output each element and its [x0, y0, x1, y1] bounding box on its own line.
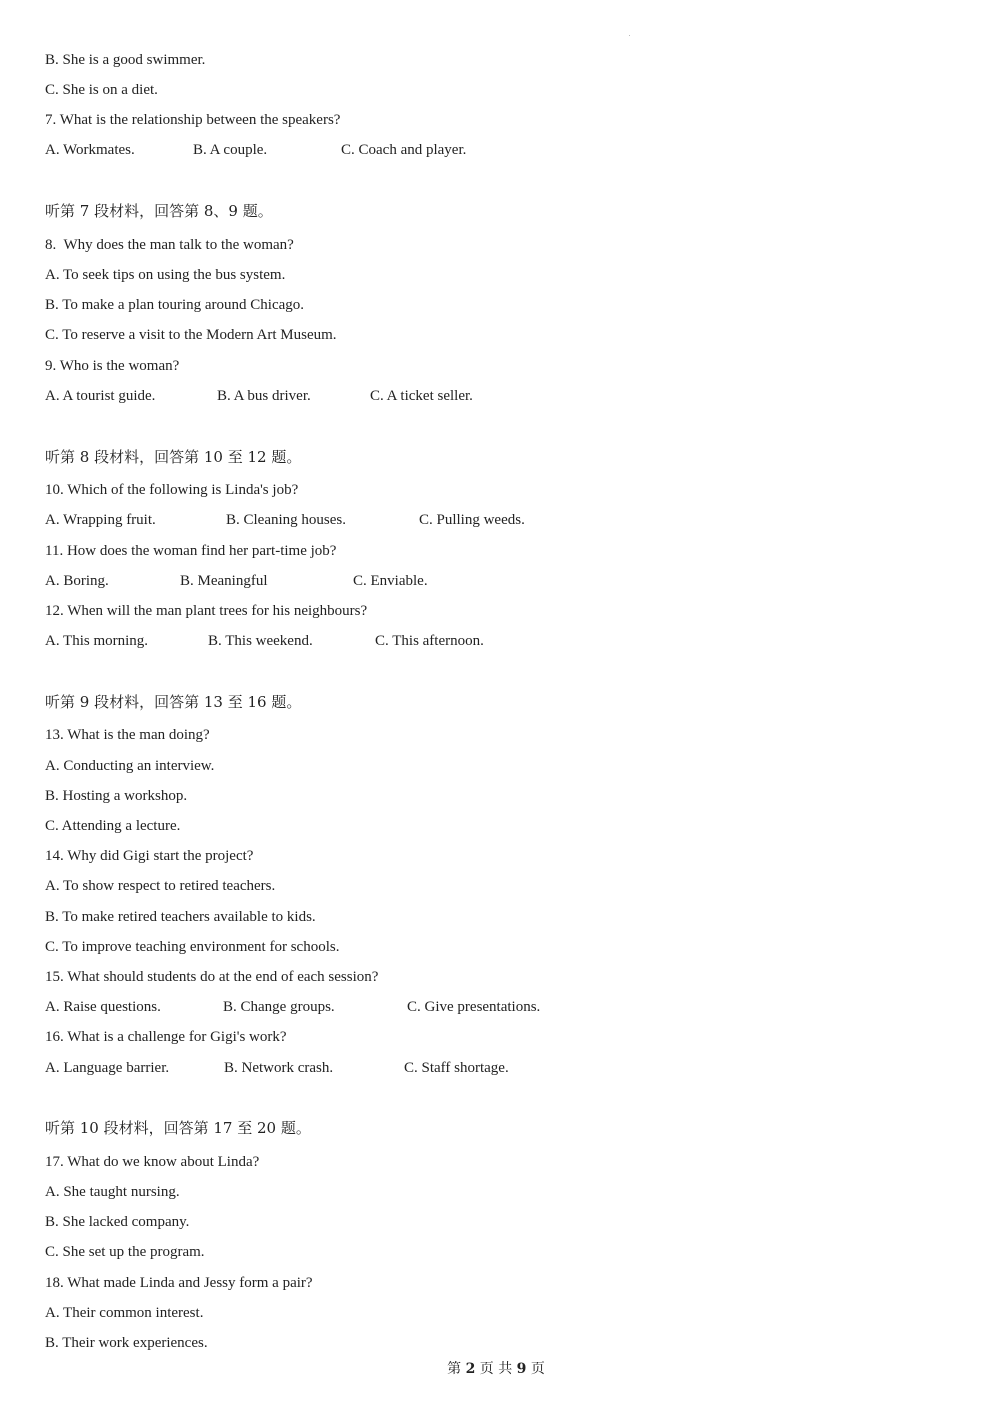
q9-option-a: A. A tourist guide.: [45, 388, 156, 404]
q8-option-c: C. To reserve a visit to the Modern Art Museum.: [45, 327, 337, 343]
q13-option-c: C. Attending a lecture.: [45, 818, 181, 834]
q11-question: 11. How does the woman find her part-time job?: [45, 543, 337, 559]
q14-option-b: B. To make retired teachers available to kids.: [45, 909, 316, 925]
q15-option-c: C. Give presentations.: [407, 999, 541, 1015]
q15-option-a: A. Raise questions.: [45, 999, 161, 1015]
page-footer: [0, 1359, 992, 1379]
q13-option-b: B. Hosting a workshop.: [45, 788, 188, 804]
q18-question: 18. What made Linda and Jessy form a pair?: [45, 1275, 313, 1291]
footer-page-number: 2: [465, 1361, 476, 1377]
q17-question: 17. What do we know about Linda?: [45, 1154, 260, 1170]
scan-speck: [629, 35, 630, 36]
q16-option-a: A. Language barrier.: [45, 1060, 170, 1076]
q8-question: 8. Why does the man talk to the woman?: [45, 237, 294, 253]
q9-option-c: C. A ticket seller.: [370, 388, 473, 404]
q15-option-b: B. Change groups.: [223, 999, 335, 1015]
q17-option-c: C. She set up the program.: [45, 1244, 205, 1260]
footer-prefix: 第: [447, 1361, 462, 1377]
q7-option-b: B. A couple.: [193, 142, 268, 158]
q7-option-c: C. Coach and player.: [341, 142, 467, 158]
q14-option-a: A. To show respect to retired teachers.: [45, 878, 276, 894]
q8-option-a: A. To seek tips on using the bus system.: [45, 267, 286, 283]
q10-question: 10. Which of the following is Linda's job?: [45, 482, 299, 498]
q18-option-a: A. Their common interest.: [45, 1305, 204, 1321]
q13-question: 13. What is the man doing?: [45, 727, 210, 743]
q15-question: 15. What should students do at the end of each session?: [45, 969, 379, 985]
q11-option-b: B. Meaningful: [180, 573, 268, 589]
footer-middle: 页 共: [479, 1361, 513, 1377]
q6-option-c: C. She is on a diet.: [45, 82, 158, 98]
q9-option-b: B. A bus driver.: [217, 388, 311, 404]
q16-option-c: C. Staff shortage.: [404, 1060, 509, 1076]
q13-option-a: A. Conducting an interview.: [45, 758, 215, 774]
q12-option-c: C. This afternoon.: [375, 633, 484, 649]
q12-question: 12. When will the man plant trees for his neighbours?: [45, 603, 368, 619]
q16-option-b: B. Network crash.: [224, 1060, 334, 1076]
q14-option-c: C. To improve teaching environment for schools.: [45, 939, 340, 955]
q10-option-a: A. Wrapping fruit.: [45, 512, 156, 528]
section-heading-10: 听第 10 段材料，回答第 17 至 20 题。: [45, 1119, 311, 1137]
q17-option-b: B. She lacked company.: [45, 1214, 190, 1230]
section-heading-8: 听第 8 段材料，回答第 10 至 12 题。: [45, 448, 302, 466]
q7-question: 7. What is the relationship between the speakers?: [45, 112, 341, 128]
q9-question: 9. Who is the woman?: [45, 358, 180, 374]
q17-option-a: A. She taught nursing.: [45, 1184, 180, 1200]
q12-option-b: B. This weekend.: [208, 633, 313, 649]
q8-option-b: B. To make a plan touring around Chicago.: [45, 297, 305, 313]
q6-option-b: B. She is a good swimmer.: [45, 52, 206, 68]
section-heading-7: 听第 7 段材料，回答第 8、9 题。: [45, 202, 273, 220]
q10-option-c: C. Pulling weeds.: [419, 512, 525, 528]
section-heading-9: 听第 9 段材料，回答第 13 至 16 题。: [45, 693, 302, 711]
q10-option-b: B. Cleaning houses.: [226, 512, 346, 528]
q11-option-a: A. Boring.: [45, 573, 109, 589]
q11-option-c: C. Enviable.: [353, 573, 428, 589]
q12-option-a: A. This morning.: [45, 633, 149, 649]
q7-option-a: A. Workmates.: [45, 142, 135, 158]
q16-question: 16. What is a challenge for Gigi's work?: [45, 1029, 287, 1045]
footer-suffix: 页: [530, 1361, 545, 1377]
q14-question: 14. Why did Gigi start the project?: [45, 848, 254, 864]
footer-total-pages: 9: [516, 1361, 527, 1377]
q18-option-b: B. Their work experiences.: [45, 1335, 208, 1351]
